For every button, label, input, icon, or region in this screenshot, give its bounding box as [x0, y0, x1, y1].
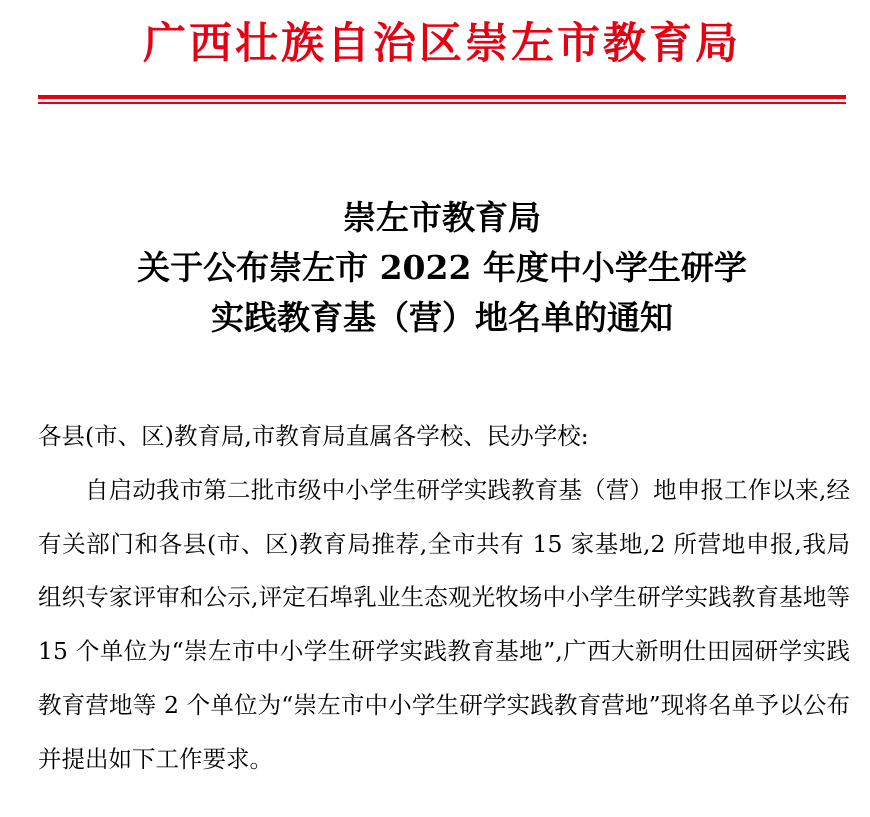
document-body: [38, 410, 850, 787]
masthead-org-name: 广西壮族自治区崇左市教育局: [143, 19, 741, 69]
title-line-issuer: 崇左市教育局: [343, 198, 541, 237]
title-line-subject-1: 关于公布崇左市 2022 年度中小学生研学: [137, 248, 747, 287]
masthead-rule-thick: [38, 95, 846, 99]
addressee: 各县(市、区)教育局,市教育局直属各学校、民办学校:: [38, 422, 589, 450]
document-title: [38, 193, 846, 343]
title-line-subject-2: 实践教育基（营）地名单的通知: [211, 298, 673, 337]
masthead-rule-thin: [38, 102, 846, 104]
body-paragraph-1: 自启动我市第二批市级中小学生研学实践教育基（营）地申报工作以来,经有关部门和各县(市、区)教育局推荐,全市共有 15 家基地,2 所营地申报,我局组织专家评审和公示,评定石埠乳业生态观光牧场中小学生研学实践教育基地等 15 个单位为“崇左市中小学生研学实践教育基地”,广西大新明仕田园研学实践教育营地等 2 个单位为“崇左市中小学生研学实践教育营地”现将名单予以公布并提出如下工作要求。: [38, 475, 850, 773]
